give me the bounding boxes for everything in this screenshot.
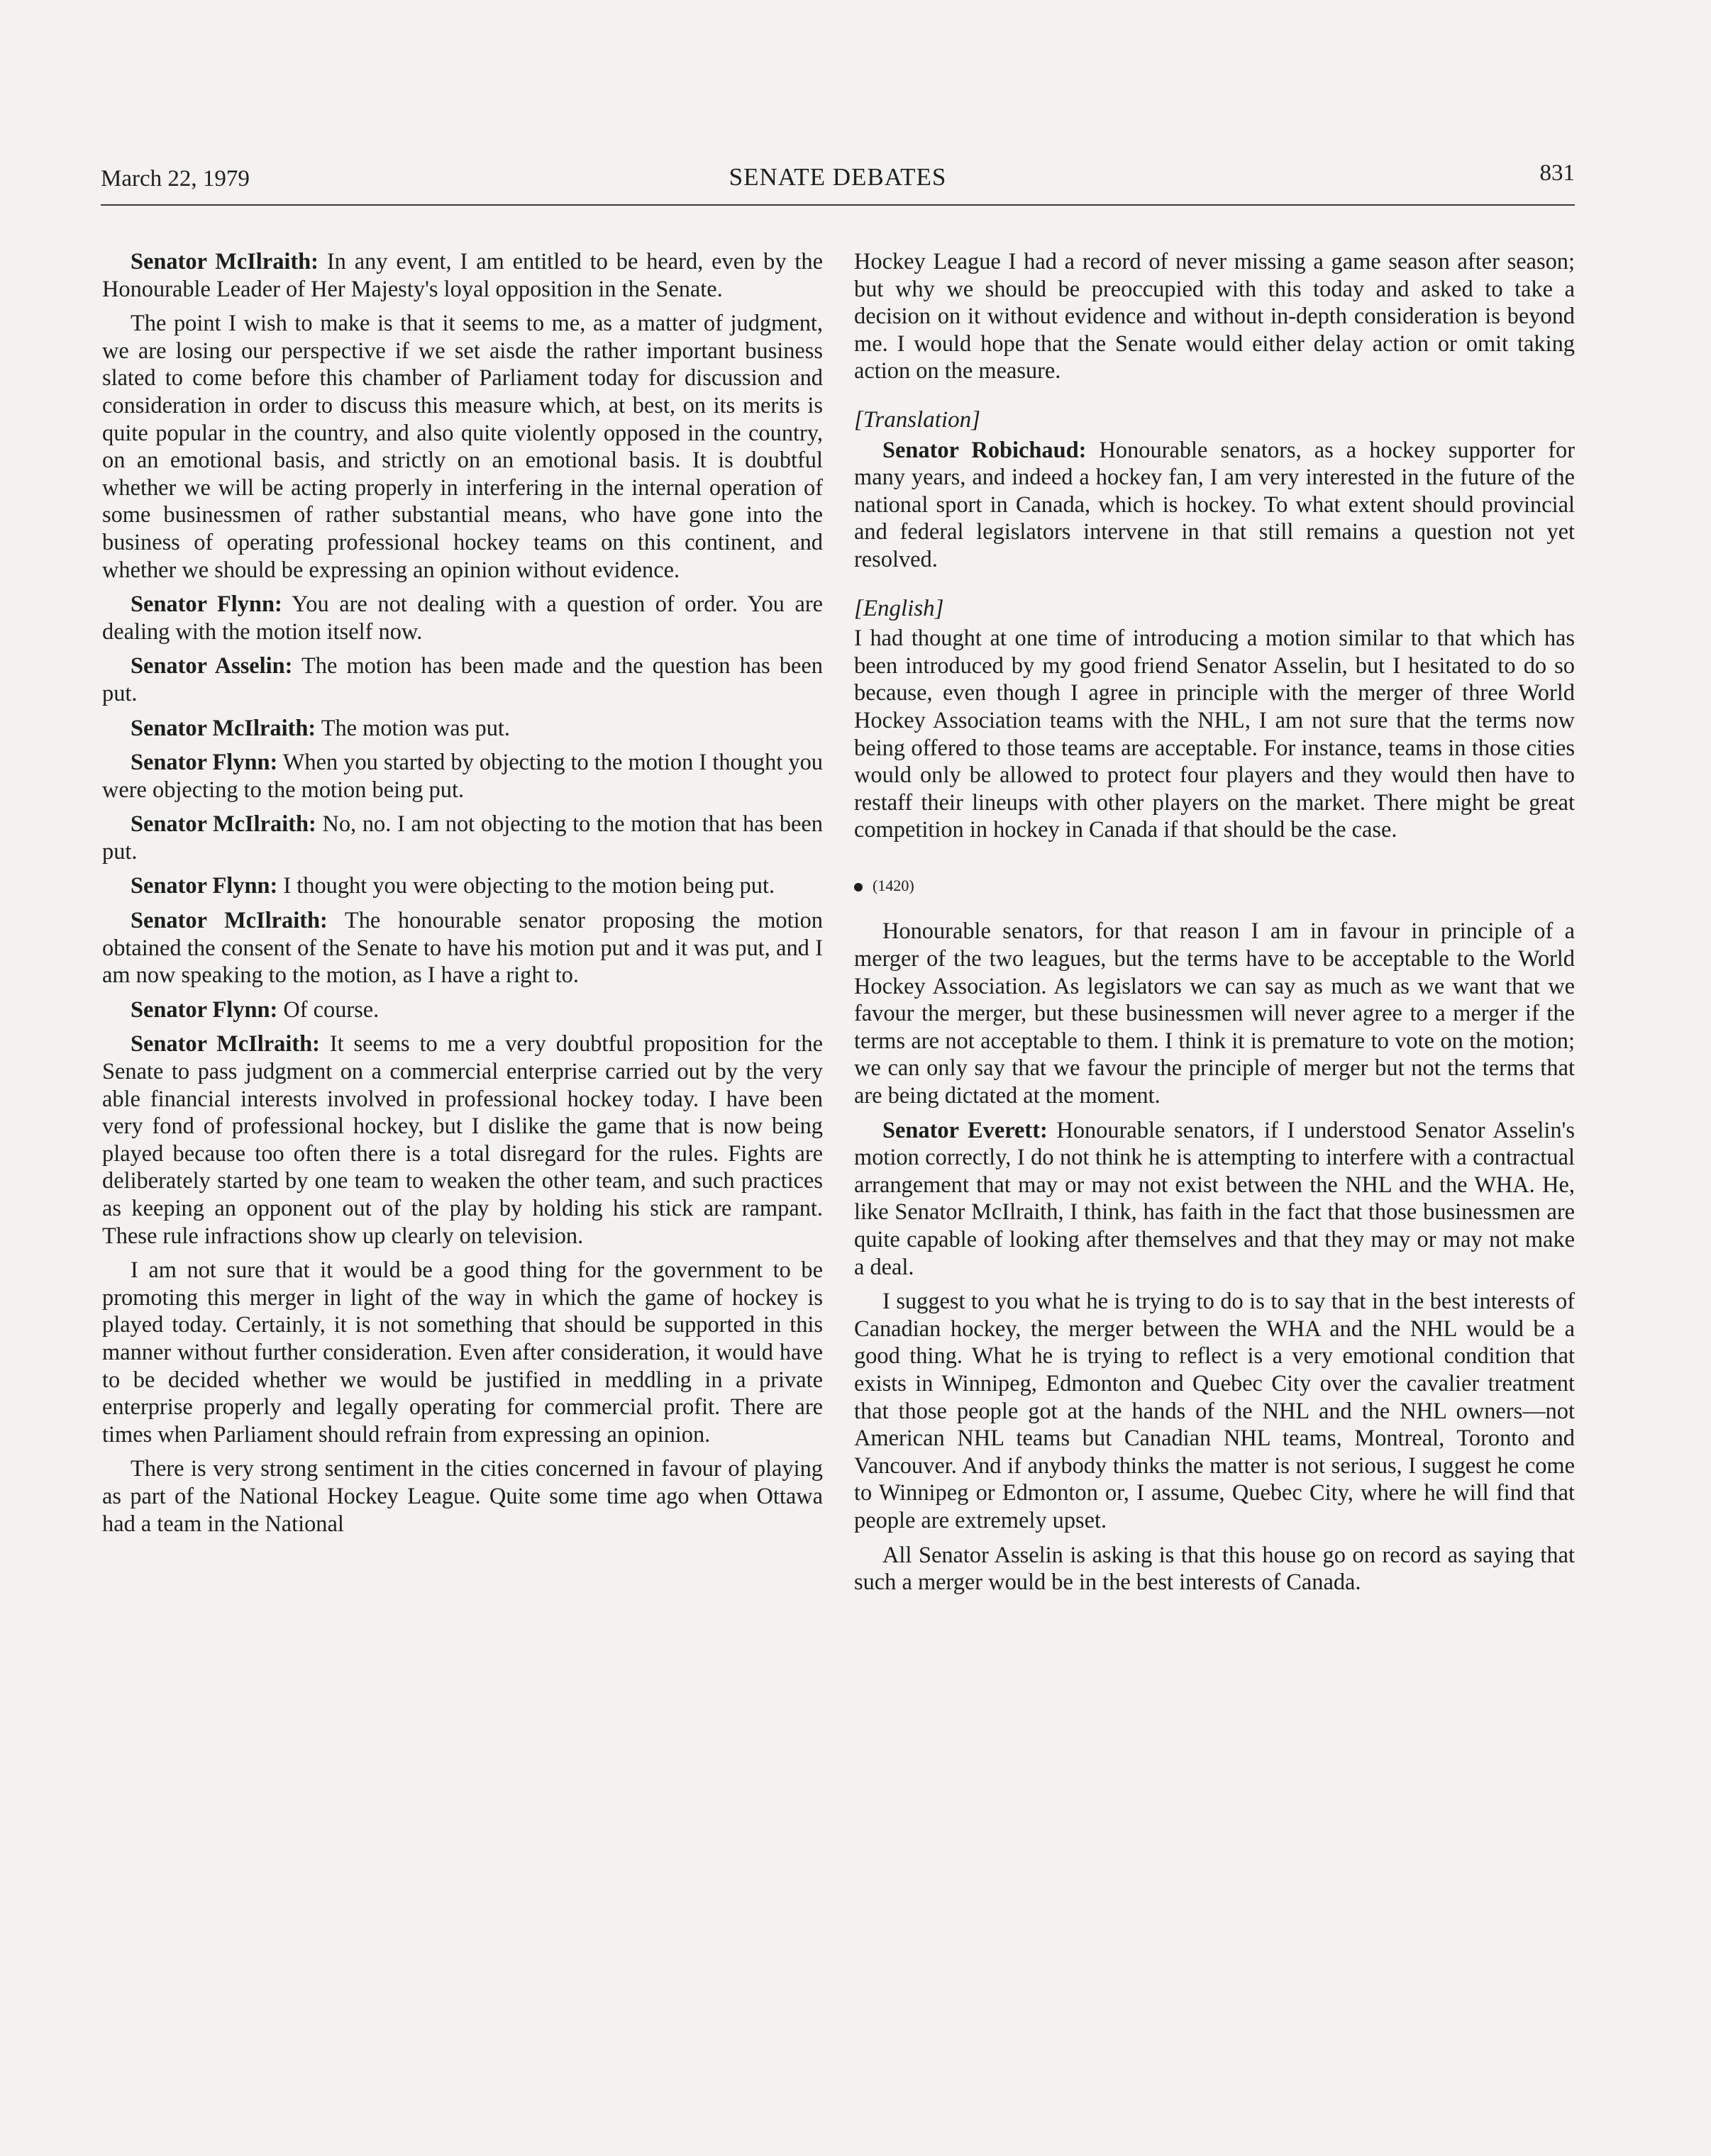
- paragraph: [102, 811, 823, 865]
- paragraph-text: When you started by objecting to the motion I thought you were objecting to the motion being put.: [102, 750, 823, 803]
- paragraph-text: There is very strong sentiment in the cities concerned in favour of playing as part of the National Hockey League. Quite some time ago when Ottawa had a team in the National: [102, 1456, 823, 1537]
- header-title: SENATE DEBATES: [729, 163, 947, 191]
- speaker-name: Senator Flynn:: [131, 996, 278, 1023]
- paragraph-text: The point I wish to make is that it seems to me, as a matter of judgment, we are losing our perspective if we set aisde the rather important business slated to come before this chamber of Parliament today for discussion and consideration in order to discuss this measure which, at best, on its merits is quite popular in the country, and also quite violently opposed in the country, on an emotional basis, and strictly on an emotional basis. It is doubtful whether we will be acting properly in interfering in the internal operation of some businessmen of rather substantial means, who have gone into the business of operating professional hockey teams on this continent, and whether we should be expressing an opinion without evidence.: [102, 311, 823, 583]
- paragraph: [854, 437, 1575, 574]
- speaker-name: Senator McIlraith:: [131, 811, 316, 838]
- paragraph: [102, 310, 823, 584]
- paragraph: [102, 652, 823, 707]
- paragraph-text: Honourable senators, as a hockey supporter for many years, and indeed a hockey fan, I am very interested in the future of the national sport in Canada, which is hockey. To what extent should provincial and federal legislators intervene in that still remains a question not yet resolved.: [854, 437, 1575, 572]
- paragraph: [854, 918, 1575, 1109]
- paragraph-text: I am not sure that it would be a good thing for the government to be promoting this merger in light of the way in which the game of hockey is played today. Certainly, it is not something that should be supported in this manner without further consideration. Even after consideration, it would have to be decided whether we would be justified in meddling in a private enterprise properly and legally operating for commercial profit. There are times when Parliament should refrain from expressing an opinion.: [102, 1257, 823, 1447]
- timestamp-marker: [854, 872, 1575, 900]
- paragraph-text: Hockey League I had a record of never missing a game season after season; but why we should be preoccupied with this today and asked to take a decision on it without evidence and without in-depth consideration is beyond me. I would hope that the Senate would either delay action or omit taking action on the measure.: [854, 249, 1575, 384]
- speaker-name: Senator Everett:: [882, 1117, 1048, 1143]
- page-header: [101, 160, 1575, 206]
- speaker-name: Senator Flynn:: [131, 750, 278, 776]
- paragraph: [102, 872, 823, 900]
- header-date: March 22, 1979: [101, 166, 250, 191]
- paragraph-text: All Senator Asselin is asking is that this house go on record as saying that such a merger would be in the best interests of Canada.: [854, 1542, 1575, 1596]
- paragraph: [854, 1117, 1575, 1282]
- speaker-name: Senator Robichaud:: [882, 437, 1087, 463]
- paragraph-text: I had thought at one time of introducing a motion similar to that which has been introduced by my good friend Senator Asselin, but I hesitated to do so because, even though I agree in principle with the merger of three World Hockey Association teams with the NHL, I am not sure that the terms now being offered to those teams are acceptable. For instance, teams in those cities would only be allowed to protect four players and they would then have to restaff their lineups with other players on the market. There might be great competition in hockey in Canada if that should be the case.: [854, 626, 1575, 843]
- paragraph: [854, 1542, 1575, 1596]
- paragraph: [102, 907, 823, 989]
- paragraph-text: The motion was put.: [316, 715, 510, 741]
- paragraph-text: The motion has been made and the question has been put.: [102, 653, 823, 706]
- speaker-name: Senator McIlraith:: [131, 249, 319, 274]
- paragraph-text: Honourable senators, for that reason I am in favour in principle of a merger of the two leagues, but the terms have to be acceptable to the World Hockey Association. As legislators we can say as much as we want that we favour the merger, but these businessmen will never agree to a merger if the terms are not acceptable to them. I think it is premature to vote on the motion; we can only say that we favour the principle of merger but not the terms that are being dictated at the moment.: [854, 918, 1575, 1109]
- paragraph: [102, 1030, 823, 1250]
- speaker-name: Senator McIlraith:: [131, 1031, 320, 1057]
- left-column: [102, 248, 823, 1545]
- paragraph-text: I thought you were objecting to the motion being put.: [277, 873, 775, 899]
- paragraph-text: In any event, I am entitled to be heard, even by the Honourable Leader of Her Majesty's loyal opposition in the Senate.: [102, 249, 824, 302]
- paragraph-text: I suggest to you what he is trying to do is to say that in the best interests of Canadian hockey, the merger between the WHA and the NHL would be a good thing. What he is trying to reflect is a very emotional condition that exists in Winnipeg, Edmonton and Quebec City over the cavalier treatment that those people got at the hands of the NHL and the NHL owners—not American NHL teams but Canadian NHL teams, Montreal, Toronto and Vancouver. And if anybody thinks the matter is not serious, I suggest he come to Winnipeg or Edmonton or, I assume, Quebec City, where he will find that people are extremely upset.: [854, 1289, 1575, 1533]
- paragraph: [854, 248, 1575, 385]
- paragraph: [102, 248, 823, 303]
- paragraph: [102, 591, 823, 645]
- speaker-name: Senator Flynn:: [131, 873, 278, 899]
- paragraph: [854, 1288, 1575, 1534]
- speaker-name: Senator Asselin:: [131, 653, 293, 679]
- paragraph: [102, 996, 823, 1024]
- right-column: [854, 248, 1575, 1604]
- paragraph: [102, 749, 823, 804]
- timestamp-text: (1420): [873, 876, 914, 894]
- paragraph-text: Honourable senators, if I understood Senator Asselin's motion correctly, I do not think he is attempting to interfere with a contractual arrangement that may or may not exist between the NHL and the WHA. He, like Senator McIlraith, I think, has faith in the fact that those businessmen are quite capable of looking after themselves and that they may or may not make a deal.: [854, 1117, 1575, 1280]
- paragraph-text: No, no. I am not objecting to the motion that has been put.: [102, 811, 823, 865]
- translation-label: [Translation]: [854, 406, 980, 433]
- paragraph: [102, 1257, 823, 1448]
- english-label: [English]: [854, 595, 944, 621]
- speaker-name: Senator Flynn:: [131, 591, 282, 618]
- bullet-icon: [854, 883, 863, 891]
- paragraph-text: The honourable senator proposing the motion obtained the consent of the Senate to have his motion put and it was put, and I am now speaking to the motion, as I have a right to.: [102, 908, 823, 989]
- speaker-name: Senator McIlraith:: [131, 715, 316, 741]
- paragraph: [102, 715, 823, 743]
- paragraph: [854, 625, 1575, 844]
- paragraph: [102, 1455, 823, 1538]
- paragraph-text: It seems to me a very doubtful proposition for the Senate to pass judgment on a commercial enterprise carried out by the very able financial interests involved in professional hockey today. I have been very fond of professional hockey, but I dislike the game that is now being played because too often there is a total disregard for the rules. Fights are deliberately started by one team to weaken the other team, and such practices as keeping an opponent out of the play by holding his stick are rampant. These rule infractions show up clearly on television.: [102, 1031, 824, 1249]
- paragraph-text: You are not dealing with a question of order. You are dealing with the motion itself now.: [102, 591, 823, 645]
- page-number: 831: [1539, 160, 1575, 186]
- paragraph-text: Of course.: [277, 996, 380, 1023]
- speaker-name: Senator McIlraith:: [131, 908, 328, 934]
